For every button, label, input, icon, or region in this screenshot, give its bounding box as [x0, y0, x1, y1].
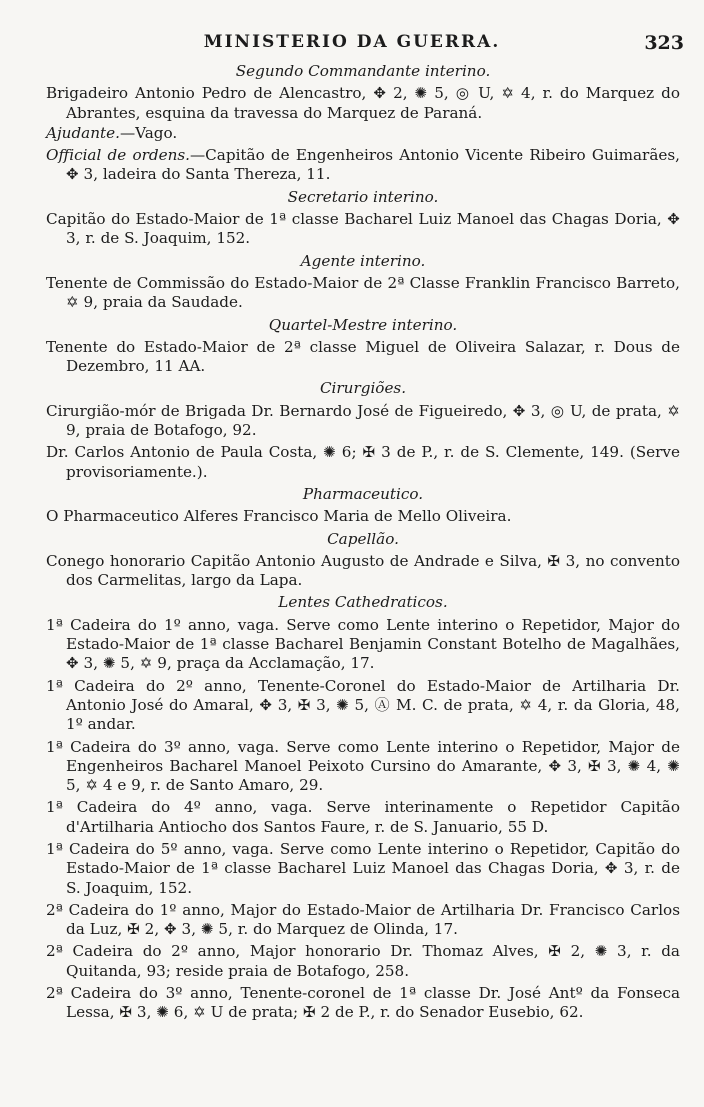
entry-text: 2ª Cadeira do 2º anno, Major honorario Dr. Thomaz Alves, ✠ 2, ✺ 3, r. da Quitanda, 93; reside praia de Botafogo, 258. [46, 942, 680, 980]
directory-entry [46, 210, 680, 249]
entry-text: —Capitão de Engenheiros Antonio Vicente Ribeiro Guimarães, ✥ 3, ladeira do Santa Thereza, 11. [66, 146, 680, 184]
entry-text: Dr. Carlos Antonio de Paula Costa, ✺ 6; ✠ 3 de P., r. de S. Clemente, 149. (Serve provisoriamente.). [46, 443, 680, 481]
entry-text: Tenente do Estado-Maior de 2ª classe Miguel de Oliveira Salazar, r. Dous de Dezembro, 11 AA. [46, 337, 680, 376]
section-heading: Lentes Cathedraticos. [278, 593, 448, 612]
directory-entry [46, 677, 680, 735]
page-body [46, 60, 680, 1026]
directory-entry [46, 942, 680, 981]
section-heading: Quartel-Mestre interino. [268, 315, 458, 334]
page-header [0, 32, 704, 58]
entry-text: —Vago. [119, 123, 178, 142]
directory-entry [46, 338, 680, 377]
directory-entry [46, 798, 680, 837]
entry-text: 1ª Cadeira do 2º anno, Tenente-Coronel do Estado-Maior de Artilharia Dr. Antonio José do Amaral, ✥ 3, ✠ 3, ✺ 5, Ⓐ M. C. de prata, ✡ 4, r. da Gloria, 48, 1º andar. [46, 676, 680, 734]
entry-text: Brigadeiro Antonio Pedro de Alencastro, ✥ 2, ✺ 5, ◎ U, ✡ 4, r. do Marquez do Abrantes, esquina da travessa do Marquez de Paraná. [46, 84, 680, 122]
entry-text: Conego honorario Capitão Antonio Augusto de Andrade e Silva, ✠ 3, no convento dos Carmelitas, largo da Lapa. [46, 551, 680, 590]
entry-label: Ajudante. [46, 123, 120, 142]
entry-text: 1ª Cadeira do 3º anno, vaga. Serve como Lente interino o Repetidor, Major de Engenheiros Bacharel Manoel Peixoto Cursino do Amarante, ✥ 3, ✠ 3, ✺ 4, ✺ 5, ✡ 4 e 9, r. de Santo Amaro, 29. [46, 737, 680, 795]
directory-entry [46, 146, 680, 185]
entry-text: Cirurgião-mór de Brigada Dr. Bernardo José de Figueiredo, ✥ 3, ◎ U, de prata, ✡ 9, praia de Botafogo, 92. [46, 401, 680, 440]
directory-entry [46, 840, 680, 898]
directory-entry [46, 984, 680, 1023]
directory-entry [46, 274, 680, 313]
page-number: 323 [644, 32, 684, 54]
section-heading: Pharmaceutico. [302, 484, 424, 503]
directory-entry [46, 84, 680, 123]
entry-text: O Pharmaceutico Alferes Francisco Maria de Mello Oliveira. [46, 507, 512, 526]
directory-entry [46, 552, 680, 591]
section-heading: Segundo Commandante interino. [235, 62, 491, 80]
directory-entry [46, 402, 680, 441]
directory-entry [46, 507, 680, 526]
directory-entry [46, 738, 680, 796]
section-heading: Cirurgiões. [319, 379, 407, 398]
entry-text: 1ª Cadeira do 5º anno, vaga. Serve como Lente interino o Repetidor, Capitão do Estado-Maior de 1ª classe Bacharel Luiz Manoel das Chagas Doria, ✥ 3, r. de S. Joaquim, 152. [46, 839, 680, 897]
entry-text: 2ª Cadeira do 1º anno, Major do Estado-Maior de Artilharia Dr. Francisco Carlos da Luz, ✠ 2, ✥ 3, ✺ 5, r. do Marquez de Olinda, 17. [46, 900, 680, 939]
entry-text: 2ª Cadeira do 3º anno, Tenente-coronel de 1ª classe Dr. José Antº da Fonseca Lessa, ✠ 3, ✺ 6, ✡ U de prata; ✠ 2 de P., r. do Senador Eusebio, 62. [46, 984, 680, 1022]
directory-entry [46, 901, 680, 940]
entry-text: Capitão do Estado-Maior de 1ª classe Bacharel Luiz Manoel das Chagas Doria, ✥ 3, r. de S. Joaquim, 152. [46, 210, 680, 248]
section-heading: Capellão. [327, 529, 399, 548]
directory-entry [46, 616, 680, 674]
entry-text: 1ª Cadeira do 4º anno, vaga. Serve interinamente o Repetidor Capitão d'Artilharia Antiocho dos Santos Faure, r. de S. Januario, 55 D. [46, 798, 680, 836]
entry-label: Official de ordens. [46, 146, 190, 165]
section-heading: Agente interino. [300, 251, 426, 270]
directory-entry [46, 124, 680, 143]
running-head-title: MINISTERIO DA GUERRA. [203, 32, 501, 52]
section-heading: Secretario interino. [287, 187, 439, 206]
entry-text: Tenente de Commissão do Estado-Maior de 2ª Classe Franklin Francisco Barreto, ✡ 9, praia da Saudade. [46, 273, 680, 312]
entry-text: 1ª Cadeira do 1º anno, vaga. Serve como Lente interino o Repetidor, Major do Estado-Maior de 1ª classe Bacharel Benjamin Constant Botelho de Magalhães, ✥ 3, ✺ 5, ✡ 9, praça da Acclamação, 17. [46, 615, 680, 673]
directory-entry [46, 443, 680, 482]
